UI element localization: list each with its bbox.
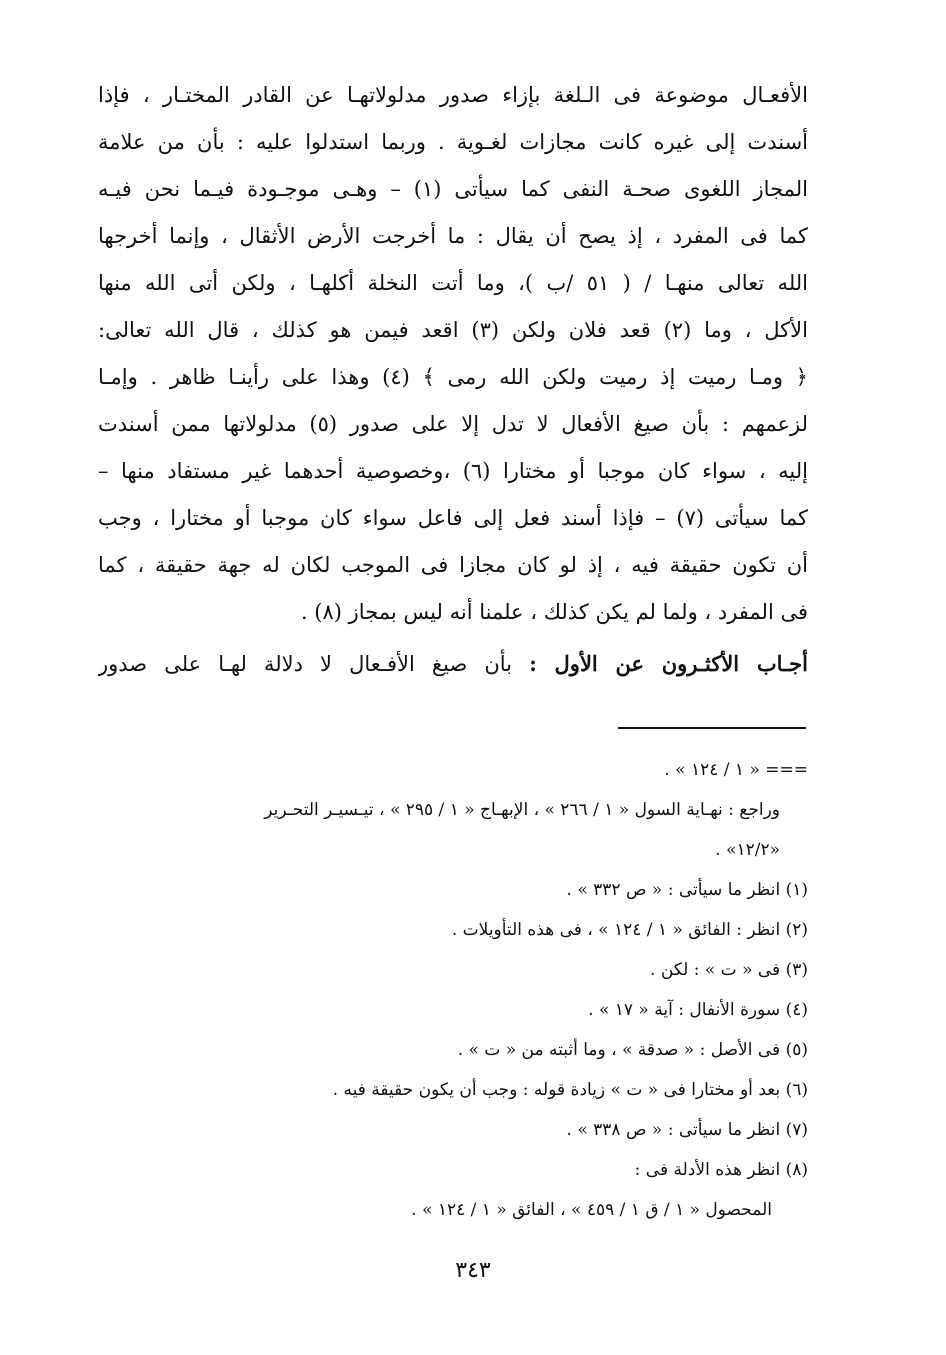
text-line: ﴿ ومـا رميت إذ رميت ولكن الله رمى ﴾ (٤) وهذا على رأينـا ظاهر . وإمـا: [98, 365, 808, 389]
heading-rest: بأن صيغ الأفـعال لا دلالة لهـا على صدور: [98, 652, 530, 676]
text-line: الأفعـال موضوعة فى الـلغة بإزاء صدور مدلولاتهـا عن القادر المختـار ، فإذا: [98, 83, 808, 107]
text-line: أسندت إلى غيره كانت مجازات لغـوية . وربما استدلوا عليه : بأن من علامة: [98, 130, 808, 154]
footnote-4: (٤) سورة الأنفال : آية « ١٧ » .: [588, 1000, 808, 1020]
text-line: إليه ، سواء كان موجبا أو مختارا (٦) ،وخصوصية أحدهما غير مستفاد منها –: [98, 459, 808, 483]
footnote-2: (٢) انظر : الفائق « ١ / ١٢٤ » ، فى هذه التأويلات .: [451, 920, 808, 940]
footnote-7: (٧) انظر ما سيأتى : « ص ٣٣٨ » .: [566, 1120, 808, 1140]
text-line: كما سيأتى (٧) – فإذا أسند فعل إلى فاعل سواء كان موجبا أو مختارا ، وجب: [98, 506, 808, 530]
footnote-separator: [618, 727, 806, 729]
footnotes: [90, 750, 808, 1230]
footnote-8-continuation: المحصول « ١ / ق ١ / ٤٥٩ » ، الفائق « ١ / ١٢٤ » .: [411, 1200, 772, 1220]
footnote-continuation: === « ١ / ١٢٤ » .: [664, 760, 808, 780]
footnote-continuation: «١٢/٢» .: [715, 840, 780, 860]
footnote-5: (٥) فى الأصل : « صدقة » ، وما أثبته من « ت » .: [457, 1040, 808, 1060]
footnote-3: (٣) فى « ت » : لكن .: [650, 960, 808, 980]
text-line: فى المفرد ، ولما لم يكن كذلك ، علمنا أنه ليس بمجاز (٨) .: [300, 600, 808, 624]
page-number: ٣٤٣: [455, 1258, 491, 1283]
text-line: المجاز اللغوى صحـة النفى كما سيأتى (١) – وهـى موجـودة فيـما نحن فيـه: [98, 177, 808, 201]
footnote-8: (٨) انظر هذه الأدلة فى :: [634, 1160, 808, 1180]
text-line: كما فى المفرد ، إذ يصح أن يقال : ما أخرجت الأرض الأثقال ، وإنما أخرجها: [98, 224, 808, 248]
text-line: الأكل ، وما (٢) قعد فلان ولكن (٣) اقعد فيمن هو كذلك ، قال الله تعالى:: [98, 318, 808, 342]
footnote-continuation: وراجع : نهـاية السول « ١ / ٢٦٦ » ، الإبهـاج « ١ / ٢٩٥ » ، تيـسيـر التحـرير: [264, 800, 780, 820]
main-text: [98, 72, 808, 636]
text-line: أن تكون حقيقة فيه ، إذ لو كان مجازا فى الموجب لكان له جهة حقيقة ، كما: [98, 553, 808, 577]
footnote-6: (٦) بعد أو مختارا فى « ت » زيادة قوله : وجب أن يكون حقيقة فيه .: [332, 1080, 808, 1100]
heading-bold: أجـاب الأكثـرون عن الأول :: [529, 651, 808, 676]
section-heading-line: [98, 640, 808, 688]
footnote-1: (١) انظر ما سيأتى : « ص ٣٣٢ » .: [566, 880, 808, 900]
text-line: الله تعالى منهـا / ( ٥١ /ب )، وما أتت النخلة أكلهـا ، ولكن أتى الله منها: [98, 271, 808, 295]
text-line: لزعمهم : بأن صيغ الأفعال لا تدل إلا على صدور (٥) مدلولاتها ممن أسندت: [98, 412, 808, 436]
